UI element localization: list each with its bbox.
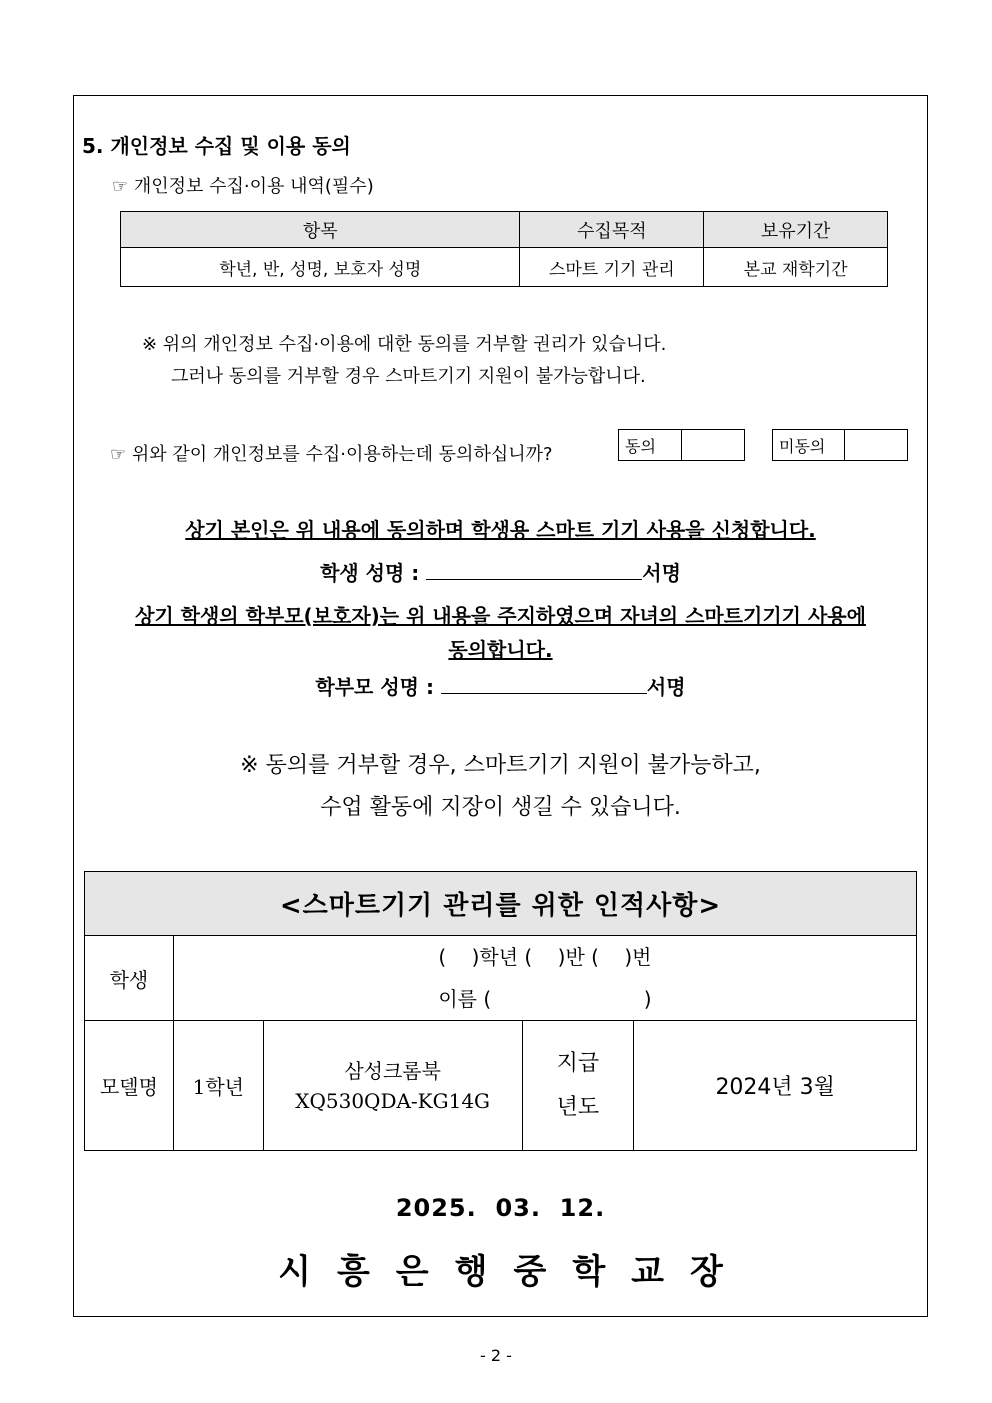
device-table-title: <스마트기기 관리를 위한 인적사항> [85,872,917,936]
grade-cell: 1학년 [173,1021,263,1151]
table-header-row [121,212,888,248]
student-name-line: 이름 ( ) [438,987,652,1011]
student-signature-line [73,557,928,586]
section-subtitle: ☞ 개인정보 수집·이용 내역(필수) [112,176,374,197]
disagree-label: 미동의 [773,430,845,460]
parent-name-label: 학부모 성명 : [315,675,434,699]
student-declaration: 상기 본인은 위 내용에 동의하며 학생용 스마트 기기 사용을 신청합니다. [185,518,816,542]
student-label: 학생 [85,936,174,1021]
model-name: 삼성크롬북 [344,1058,441,1083]
student-name-label: 학생 성명 : [320,561,420,585]
table-row [121,248,888,287]
document-date: 2025. 03. 12. [395,1194,606,1222]
parent-declaration-line-1: 상기 학생의 학부모(보호자)는 위 내용을 주지하였으며 자녀의 스마트기기기 사용에 [135,604,866,628]
agree-label: 동의 [619,430,682,460]
header-purpose: 수집목적 [520,212,704,248]
page-number: - 2 - [480,1346,512,1365]
parent-signature-line [73,671,928,700]
notice-line-2: 그러나 동의를 거부할 경우 스마트기기 지원이 불가능합니다. [171,366,646,387]
cell-item: 학년, 반, 성명, 보호자 성명 [121,248,520,287]
issue-label-2: 년도 [556,1094,600,1120]
student-info-cell [173,936,916,1021]
disagree-box[interactable] [845,430,907,460]
warning-line-1: ※ 동의를 거부할 경우, 스마트기기 지원이 불가능하고, [240,753,761,778]
school-principal: 시흥은행중학교장 [278,1252,749,1292]
model-label: 모델명 [85,1021,174,1151]
model-cell [263,1021,522,1151]
model-code: XQ530QDA-KG14G [295,1088,491,1113]
cell-retention: 본교 재학기간 [704,248,888,287]
disagree-checkbox[interactable] [772,429,908,461]
student-sign-label: 서명 [642,561,681,585]
parent-declaration-line-2: 동의합니다. [448,638,553,662]
section-title: 5. 개인정보 수집 및 이용 동의 [82,134,351,158]
header-retention: 보유기간 [704,212,888,248]
collection-table [120,211,888,287]
agree-checkbox[interactable] [618,429,745,461]
warning-line-2: 수업 활동에 지장이 생길 수 있습니다. [320,795,681,820]
cell-purpose: 스마트 기기 관리 [520,248,704,287]
notice-line-1: ※ 위의 개인정보 수집·이용에 대한 동의를 거부할 권리가 있습니다. [142,334,667,355]
device-table [84,871,917,1151]
header-item: 항목 [121,212,520,248]
student-class-line: ( )학년 ( )반 ( )번 [438,945,652,969]
consent-question: ☞ 위와 같이 개인정보를 수집·이용하는데 동의하십니까? [110,444,553,465]
agree-box[interactable] [682,430,744,460]
issue-value: 2024년 3월 [634,1021,917,1151]
issue-year-label [522,1021,634,1151]
parent-sign-label: 서명 [646,675,686,699]
issue-label-1: 지급 [556,1050,600,1076]
parent-name-field[interactable] [441,673,647,694]
student-name-field[interactable] [426,559,642,580]
